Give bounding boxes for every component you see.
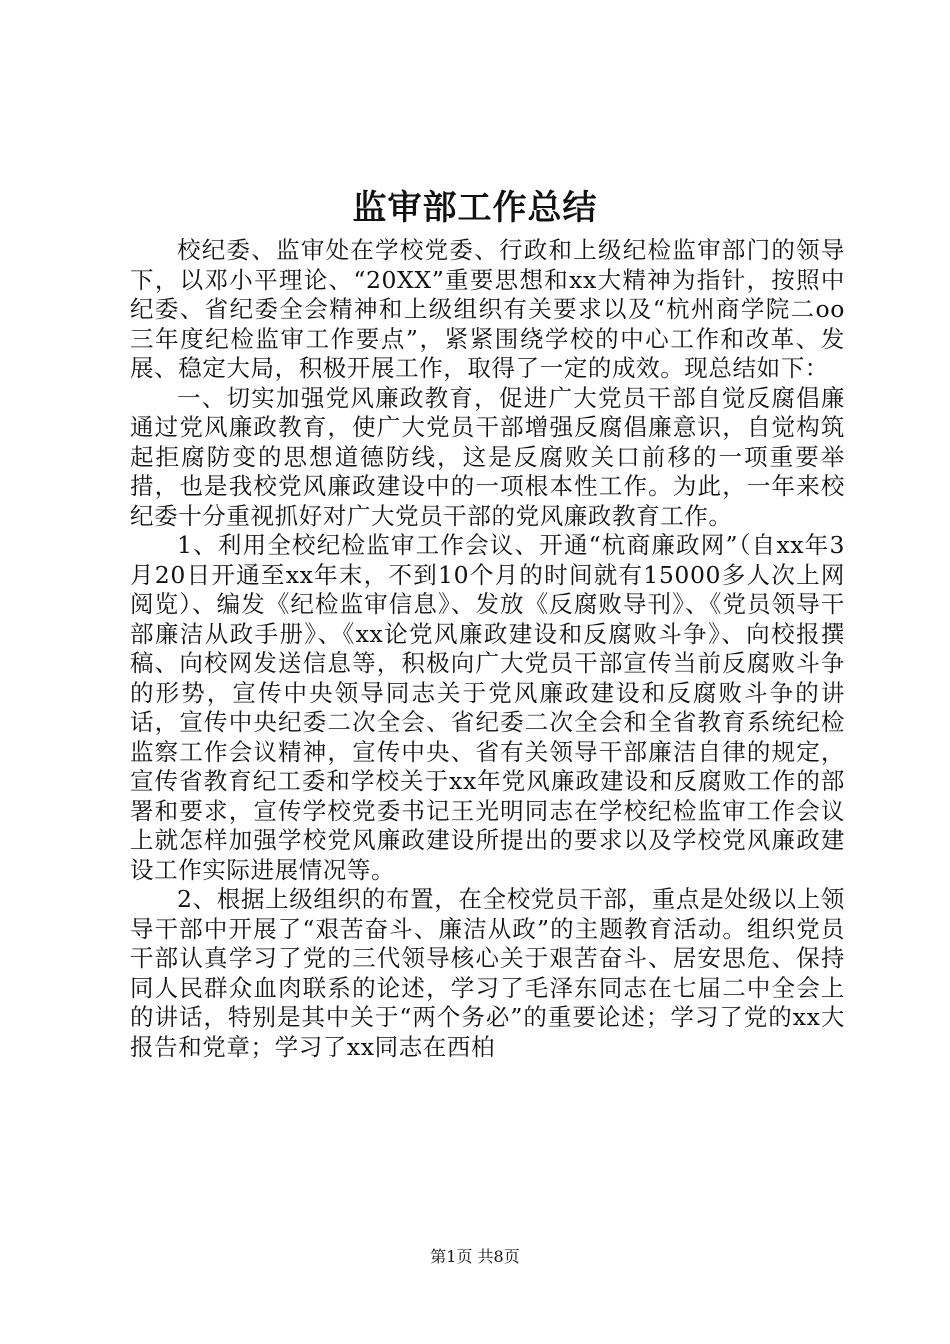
document-body: [130, 236, 845, 1062]
paragraph-item-two: 2、根据上级组织的布置，在全校党员干部，重点是处级以上领导干部中开展了“艰苦奋斗、廉洁从政”的主题教育活动。组织党员干部认真学习了党的三代领导核心关于艰苦奋斗、居安思危、保持同人民群众血肉联系的论述，学习了毛泽东同志在七届二中全会上的讲话，特别是其中关于“两个务必”的重要论述；学习了党的xx大报告和党章；学习了xx同志在西柏: [130, 885, 845, 1061]
paragraph-section-one: 一、切实加强党风廉政教育，促进广大党员干部自觉反腐倡廉通过党风廉政教育，使广大党员干部增强反腐倡廉意识，自觉构筑起拒腐防变的思想道德防线，这是反腐败关口前移的一项重要举措，也是我校党风廉政建设中的一项根本性工作。为此，一年来校纪委十分重视抓好对广大党员干部的党风廉政教育工作。: [130, 383, 845, 530]
document-title: 监审部工作总结: [352, 188, 598, 228]
page-number-footer: 第1页 共8页: [430, 1247, 520, 1266]
paragraph-intro: 校纪委、监审处在学校党委、行政和上级纪检监审部门的领导下，以邓小平理论、“20XX”重要思想和xx大精神为指针，按照中纪委、省纪委全会精神和上级组织有关要求以及“杭州商学院二oo三年度纪检监审工作要点”，紧紧围绕学校的中心工作和改革、发展、稳定大局，积极开展工作，取得了一定的成效。现总结如下：: [130, 236, 845, 382]
paragraph-item-one: 1、利用全校纪检监审工作会议、开通“杭商廉政网”（自xx年3月20日开通至xx年末，不到10个月的时间就有15000多人次上网阅览）、编发《纪检监审信息》、发放《反腐败导刊》、《党员领导干部廉洁从政手册》、《xx论党风廉政建设和反腐败斗争》、向校报撰稿、向校网发送信息等，积极向广大党员干部宣传当前反腐败斗争的形势，宣传中央领导同志关于党风廉政建设和反腐败斗争的讲话，宣传中央纪委二次全会、省纪委二次全会和全省教育系统纪检监察工作会议精神，宣传中央、省有关领导干部廉洁自律的规定，宣传省教育纪工委和学校关于xx年党风廉政建设和反腐败工作的部署和要求，宣传学校党委书记王光明同志在学校纪检监审工作会议上就怎样加强学校党风廉政建设所提出的要求以及学校党风廉政建设工作实际进展情况等。: [130, 531, 845, 884]
